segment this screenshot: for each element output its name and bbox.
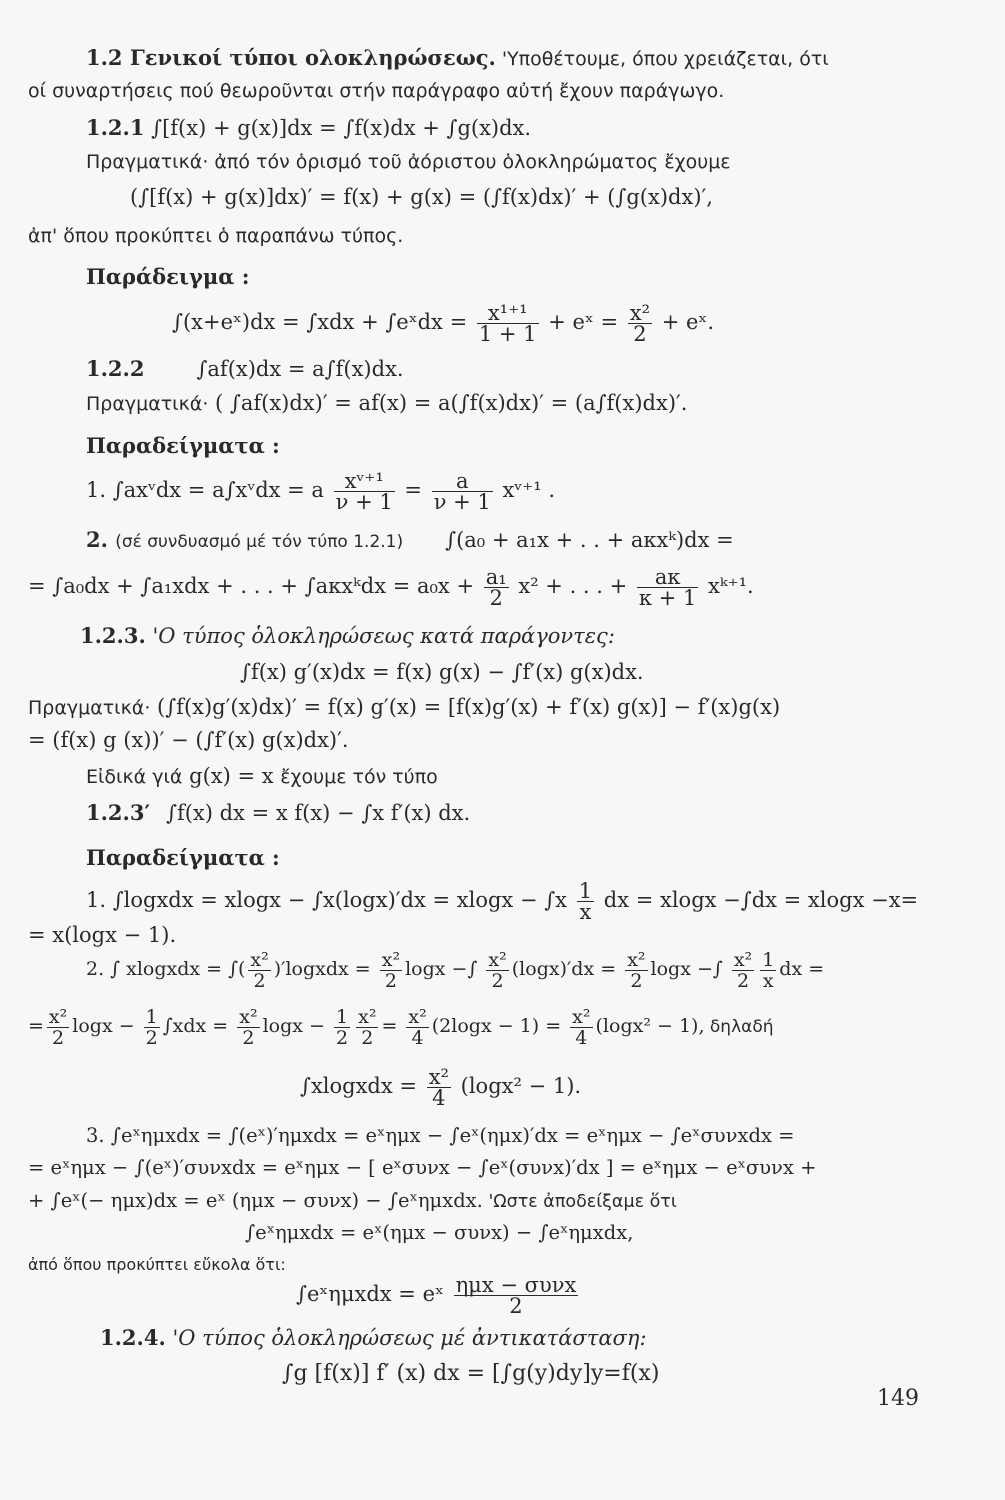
section-1-2-4-heading: 1.2.4. 'Ο τύπος ὁλοκληρώσεως μέ ἀντικατάσταση: <box>100 1325 647 1350</box>
example-log-2: 2. ∫ xlogxdx = ∫( $\frac{\text{x²}}{2}$ )′logxdx = $\frac{\text{x²}}{2}$ logx −∫ $\frac{\text{x²}}{2}$ (logx)′dx = $\frac{\text{x²}}{2}$ logx −∫ $\frac{\text{x²}}{2}$ $\frac{1}{x}$ dx = <box>86 948 825 992</box>
fraction: $\frac{\text{x²}}{2}$ <box>381 948 401 992</box>
example-heading: Παράδειγμα : <box>86 264 250 289</box>
fraction: $\frac{1}{2}$ <box>145 1005 158 1049</box>
text-line: ἀπ' ὅπου προκύπτει ὁ παραπάνω τύπος. <box>28 225 404 247</box>
fraction: $\frac{\text{x²}}{2}$ <box>358 1005 377 1049</box>
fraction: $\frac{\text{x²}}{2}$ <box>488 948 507 992</box>
examples-heading: Παραδείγματα : <box>86 433 280 458</box>
fraction: $\frac{\text{x²}}{2}$ <box>250 948 269 992</box>
example-exp-3: 3. ∫eˣημxdx = ∫(eˣ)′ημxdx = eˣημx − ∫eˣ(ημx)′dx = eˣημx − ∫eˣσυνxdx = <box>86 1124 795 1147</box>
text-line: ἀπό ὅπου προκύπτει εὔκολα ὅτι: <box>28 1255 286 1274</box>
text-line: = x(logx − 1). <box>28 923 177 947</box>
fraction: $\frac{\text{x²}}{2}$ <box>239 1005 258 1049</box>
fraction: $\frac{1}{x}$ <box>578 879 593 924</box>
page-number: 149 <box>877 1386 919 1411</box>
fraction: $\frac{\text{x²}}{2}$ <box>629 301 651 346</box>
formula-1-2-3: ∫f(x) g′(x)dx = f(x) g(x) − ∫f′(x) g(x)dx. <box>240 660 644 684</box>
fraction: $\frac{\text{x²}}{4}$ <box>408 1005 427 1049</box>
fraction: $\frac{a}{\nu + 1}$ <box>433 469 491 514</box>
fraction: $\frac{\text{x²}}{4}$ <box>572 1005 591 1049</box>
fraction: $\frac{\text{x²}}{4}$ <box>428 1065 449 1110</box>
proof-line: Πραγματικά· ( ∫af(x)dx)′ = af(x) = a(∫f(x)dx)′ = (a∫f(x)dx)′. <box>86 391 688 415</box>
text-line: Εἰδικά γιά g(x) = x ἔχουμε τόν τύπο <box>86 764 438 788</box>
equation-line: (∫[f(x) + g(x)]dx)′ = f(x) + g(x) = (∫f(x)dx)′ + (∫g(x)dx)′, <box>130 185 713 209</box>
example-exp-3-line-2: = eˣημx − ∫(eˣ)′συνxdx = eˣημx − [ eˣσυνx − ∫eˣ(συνx)′dx ] = eˣημx − eˣσυνx + <box>28 1156 817 1179</box>
fraction: $\frac{\text{x¹⁺¹}}{1 + 1}$ <box>478 301 537 346</box>
formula-1-2-2: 1.2.2 ∫af(x)dx = a∫f(x)dx. <box>86 356 404 381</box>
example-2: 2. (σέ συνδυασμό μέ τόν τύπο 1.2.1) ∫(a₀ + a₁x + . . + aκxᵏ)dx = <box>86 527 734 552</box>
section-1-2-3-heading: 1.2.3. 'Ο τύπος ὁλοκληρώσεως κατά παράγοντες: <box>80 623 615 648</box>
text-line: Πραγματικά· ἀπό τόν ὁρισμό τοῦ ἀόριστου ὁλοκληρώματος ἔχουμε <box>86 151 731 173</box>
example-log-1: 1. ∫logxdx = xlogx − ∫x(logx)′dx = xlogx − ∫x $\frac{1}{x}$ dx = xlogx −∫dx = xlogx −x= <box>86 879 919 924</box>
fraction: $\frac{\text{a₁}}{2}$ <box>485 565 507 610</box>
example-exp-3-result: ∫eˣημxdx = eˣ $\frac{\text{ημx − συνx}}{2}$ <box>296 1273 577 1318</box>
example-1: 1. ∫axᵛdx = a∫xᵛdx = a $\frac{\text{xᵛ⁺¹}}{\nu + 1}$ = $\frac{a}{\nu + 1}$ xᵛ⁺¹ . <box>86 469 555 514</box>
proof-line: = (f(x) g (x))′ − (∫f′(x) g(x)dx)′. <box>28 728 349 752</box>
example-2-continued: = ∫a₀dx + ∫a₁xdx + . . . + ∫aκxᵏdx = a₀x + $\frac{\text{a₁}}{2}$ x² + . . . + $\frac{a\kappa}{\kappa + 1}$ xᵏ⁺¹. <box>28 565 754 610</box>
proof-line: Πραγματικά· (∫f(x)g′(x)dx)′ = f(x) g′(x) = [f(x)g′(x) + f′(x) g(x)] − f′(x)g(x) <box>28 695 781 719</box>
formula-1-2-1: 1.2.1 ∫[f(x) + g(x)]dx = ∫f(x)dx + ∫g(x)dx. <box>86 115 532 140</box>
formula-1-2-4: ∫g [f(x)] f′ (x) dx = [∫g(y)dy]y=f(x) <box>282 1361 660 1386</box>
fraction: $\frac{\text{xᵛ⁺¹}}{\nu + 1}$ <box>335 469 393 514</box>
example-log-2-continued: = $\frac{\text{x²}}{2}$ logx − $\frac{1}{2}$ ∫xdx = $\frac{\text{x²}}{2}$ logx − $\frac{1}{2}$ $\frac{\text{x²}}{2}$ = $\frac{\text{x²}}{4}$ (2logx − 1) = $\frac{\text{x²}}{4}$ (logx² − 1), δηλαδή <box>28 1005 774 1049</box>
example-exp-3-line-3: + ∫eˣ(− ημx)dx = eˣ (ημx − συνx) − ∫eˣημxdx. 'Ωστε ἀποδείξαμε ὅτι <box>28 1189 677 1212</box>
fraction: $\frac{a\kappa}{\kappa + 1}$ <box>638 565 697 610</box>
fraction: $\frac{1}{x}$ <box>762 948 775 992</box>
section-heading: 1.2 Γενικοί τύποι ολοκληρώσεως. <box>86 45 496 70</box>
fraction: $\frac{\text{x²}}{2}$ <box>627 948 646 992</box>
formula-1-2-3-prime: 1.2.3′ ∫f(x) dx = x f(x) − ∫x f′(x) dx. <box>86 800 471 825</box>
fraction: $\frac{\text{x²}}{2}$ <box>733 948 753 992</box>
equation-line: ∫eˣημxdx = eˣ(ημx − συνx) − ∫eˣημxdx, <box>245 1221 634 1244</box>
text-line: οί συναρτήσεις πού θεωροῦνται στήν παράγραφο αὐτή ἔχουν παράγωγο. <box>28 80 725 102</box>
examples-heading: Παραδείγματα : <box>86 845 280 870</box>
fraction: $\frac{\text{x²}}{2}$ <box>48 1005 68 1049</box>
fraction: $\frac{1}{2}$ <box>336 1005 349 1049</box>
fraction: $\frac{\text{ημx − συνx}}{2}$ <box>455 1273 577 1318</box>
section-1-2-intro: 1.2 Γενικοί τύποι ολοκληρώσεως. 'Υποθέτουμε, όπου χρειάζεται, ότι <box>86 45 829 70</box>
example-log-2-result: ∫xlogxdx = $\frac{\text{x²}}{4}$ (logx² − 1). <box>300 1065 582 1110</box>
example-equation: ∫(x+eˣ)dx = ∫xdx + ∫eˣdx = $\frac{\text{x¹⁺¹}}{1 + 1}$ + eˣ = $\frac{\text{x²}}{2}$ + eˣ. <box>172 301 715 346</box>
